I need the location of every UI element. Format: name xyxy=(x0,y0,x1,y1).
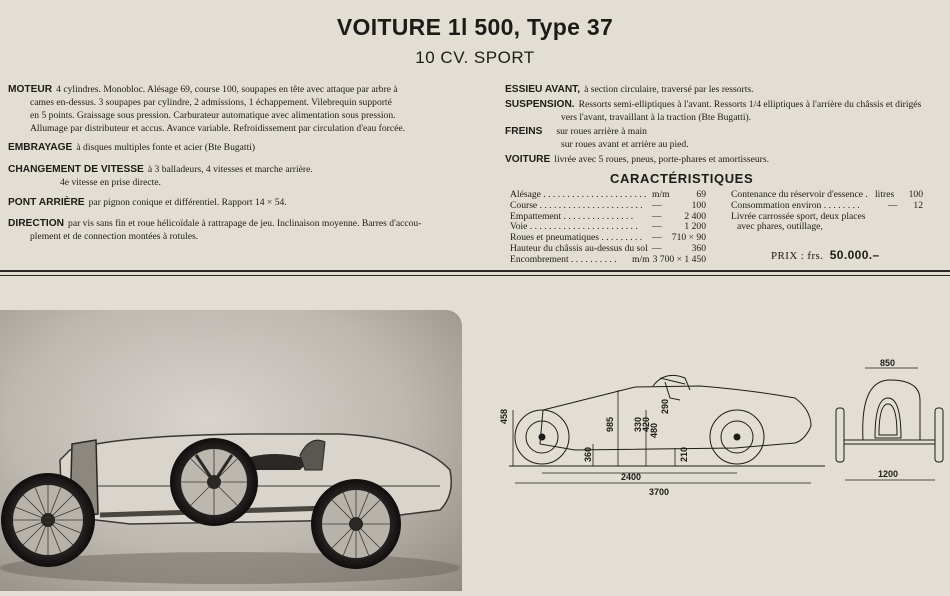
spec-text: par pignon conique et différentiel. Rapport 14 × 54. xyxy=(88,197,287,208)
caracteristiques-table xyxy=(510,190,706,266)
row-key: Contenance du réservoir d'essence . xyxy=(731,189,868,200)
dim-label: 210 xyxy=(679,446,689,462)
dim-label: 458 xyxy=(499,408,509,424)
spec-label: DIRECTION xyxy=(8,218,65,229)
spec-text: en 5 points. Graissage sous pression. Carburateur automatique avec alimentation sous pression. xyxy=(30,110,396,121)
car-photo-illustration xyxy=(0,310,462,591)
table-row xyxy=(510,255,706,266)
spec-text: à disques multiples fonte et acier (Bte Bugatti) xyxy=(76,142,256,153)
spec-pont-arriere xyxy=(8,196,287,209)
divider xyxy=(0,275,950,276)
dim-label: 480 xyxy=(649,422,659,438)
table-row xyxy=(731,201,923,212)
spec-changement-vitesse xyxy=(8,163,313,189)
price-label: PRIX : frs. xyxy=(771,250,824,262)
row-value: 1 200 xyxy=(684,221,706,233)
row-unit: — xyxy=(652,242,662,254)
row-value: 69 xyxy=(696,189,706,200)
spec-text: sur roues arrière à main xyxy=(556,126,647,137)
price-value: 50.000.– xyxy=(829,248,880,262)
dim-label: 1200 xyxy=(878,469,899,479)
spec-moteur xyxy=(8,83,405,135)
row-key: avec phares, outillage, xyxy=(737,221,823,233)
spec-text: livrée avec 5 roues, pneus, porte-phares et amortisseurs. xyxy=(554,154,770,165)
car-photo xyxy=(0,310,462,591)
row-key: Alésage . . . . . . . . . . . . . . . . . . . . . . xyxy=(510,189,647,200)
spec-text: sur roues avant et arrière au pied. xyxy=(561,139,689,150)
spec-label: EMBRAYAGE xyxy=(8,142,73,153)
row-value: 2 400 xyxy=(684,210,706,222)
row-value: 710 × 90 xyxy=(671,232,706,244)
price xyxy=(771,248,880,262)
spec-essieu-avant xyxy=(505,83,754,96)
dim-label: 360 xyxy=(583,446,593,462)
spec-text: à section circulaire, traversé par les ressorts. xyxy=(584,84,754,95)
row-unit: m/m xyxy=(652,189,670,200)
spec-label: CHANGEMENT DE VITESSE xyxy=(8,164,144,175)
spec-text: 4 cylindres. Monobloc. Alésage 69, course 100, soupapes en tête avec attaque par arbre à xyxy=(56,84,398,95)
spec-text: cames en-dessus. 3 soupapes par cylindre, 2 admissions, 1 échappement. Vilebrequin supporté xyxy=(30,97,392,108)
table-row xyxy=(731,222,923,233)
technical-drawing xyxy=(495,340,950,560)
row-key: Hauteur du châssis au-dessus du sol xyxy=(510,242,648,254)
dim-label: 330 xyxy=(633,416,643,432)
spec-label: VOITURE xyxy=(505,154,551,165)
row-unit: — xyxy=(652,199,662,211)
row-value: 3 700 × 1 450 xyxy=(652,253,706,265)
divider xyxy=(0,270,950,272)
caracteristiques-table-right xyxy=(731,190,923,233)
dim-label: 3700 xyxy=(649,487,670,497)
spec-embrayage xyxy=(8,141,255,154)
spec-text: Ressorts semi-elliptiques à l'avant. Ressorts 1/4 elliptiques à l'arrière du châssis et dirigés xyxy=(578,99,922,110)
spec-text: plement et de connection montées à rotules. xyxy=(30,231,199,242)
caracteristiques-title: CARACTÉRISTIQUES xyxy=(610,171,754,186)
row-unit: — xyxy=(652,210,662,222)
row-key: Course . . . . . . . . . . . . . . . . . . . . . . xyxy=(510,199,643,211)
spec-text: 4e vitesse en prise directe. xyxy=(60,177,161,188)
spec-voiture xyxy=(505,153,769,166)
row-value: 100 xyxy=(908,189,923,200)
row-unit: m/m xyxy=(632,253,650,265)
spec-label: FREINS xyxy=(505,126,543,137)
row-key: Encombrement . . . . . . . . . . xyxy=(510,253,617,265)
dim-label: 420 xyxy=(641,416,651,432)
row-key: Voie . . . . . . . . . . . . . . . . . . . . . . . xyxy=(510,221,638,233)
page-subtitle: 10 CV. SPORT xyxy=(415,48,535,67)
spare-wheel xyxy=(170,438,258,526)
dim-label: 2400 xyxy=(621,472,642,482)
row-value: 360 xyxy=(691,242,706,254)
row-value: 12 xyxy=(913,199,923,211)
row-unit: — xyxy=(888,199,898,211)
front-wheel xyxy=(1,473,95,567)
row-value: 100 xyxy=(691,199,706,211)
spec-label: PONT ARRIÈRE xyxy=(8,197,85,208)
spec-text: par vis sans fin et roue hélicoïdale à rattrapage de jeu. Inclinaison moyenne. Barres d'accou- xyxy=(68,218,422,229)
row-key: Empattement . . . . . . . . . . . . . . . xyxy=(510,210,634,222)
row-key: Livrée carrossée sport, deux places xyxy=(731,210,866,222)
spec-direction xyxy=(8,217,421,243)
row-unit: — xyxy=(652,232,662,244)
spec-label: SUSPENSION. xyxy=(505,99,575,110)
row-unit: litres xyxy=(875,189,895,200)
spec-text: Allumage par distributeur et accus. Avance variable. Refroidissement par circulation d'eau forcée. xyxy=(30,123,406,134)
spec-suspension xyxy=(505,98,921,124)
row-key: Roues et pneumatiques . . . . . . . . . xyxy=(510,232,643,244)
drawing-svg xyxy=(495,340,950,560)
rear-wheel xyxy=(311,479,401,569)
dim-label: 850 xyxy=(880,358,896,368)
spec-freins xyxy=(505,125,689,151)
row-key: Consommation environ . . . . . . . . xyxy=(731,199,860,211)
spec-text: à 3 balladeurs, 4 vitesses et marche arrière. xyxy=(147,164,313,175)
row-unit: — xyxy=(652,221,662,233)
dim-label: 985 xyxy=(605,416,615,432)
spec-text: vers l'avant, travaillant à la traction (Bte Bugatti). xyxy=(561,112,752,123)
table-row xyxy=(510,201,706,212)
dim-label: 290 xyxy=(660,398,670,414)
spec-label: MOTEUR xyxy=(8,84,53,95)
spec-label: ESSIEU AVANT, xyxy=(505,84,581,95)
page-title: VOITURE 1l 500, Type 37 xyxy=(336,14,614,40)
